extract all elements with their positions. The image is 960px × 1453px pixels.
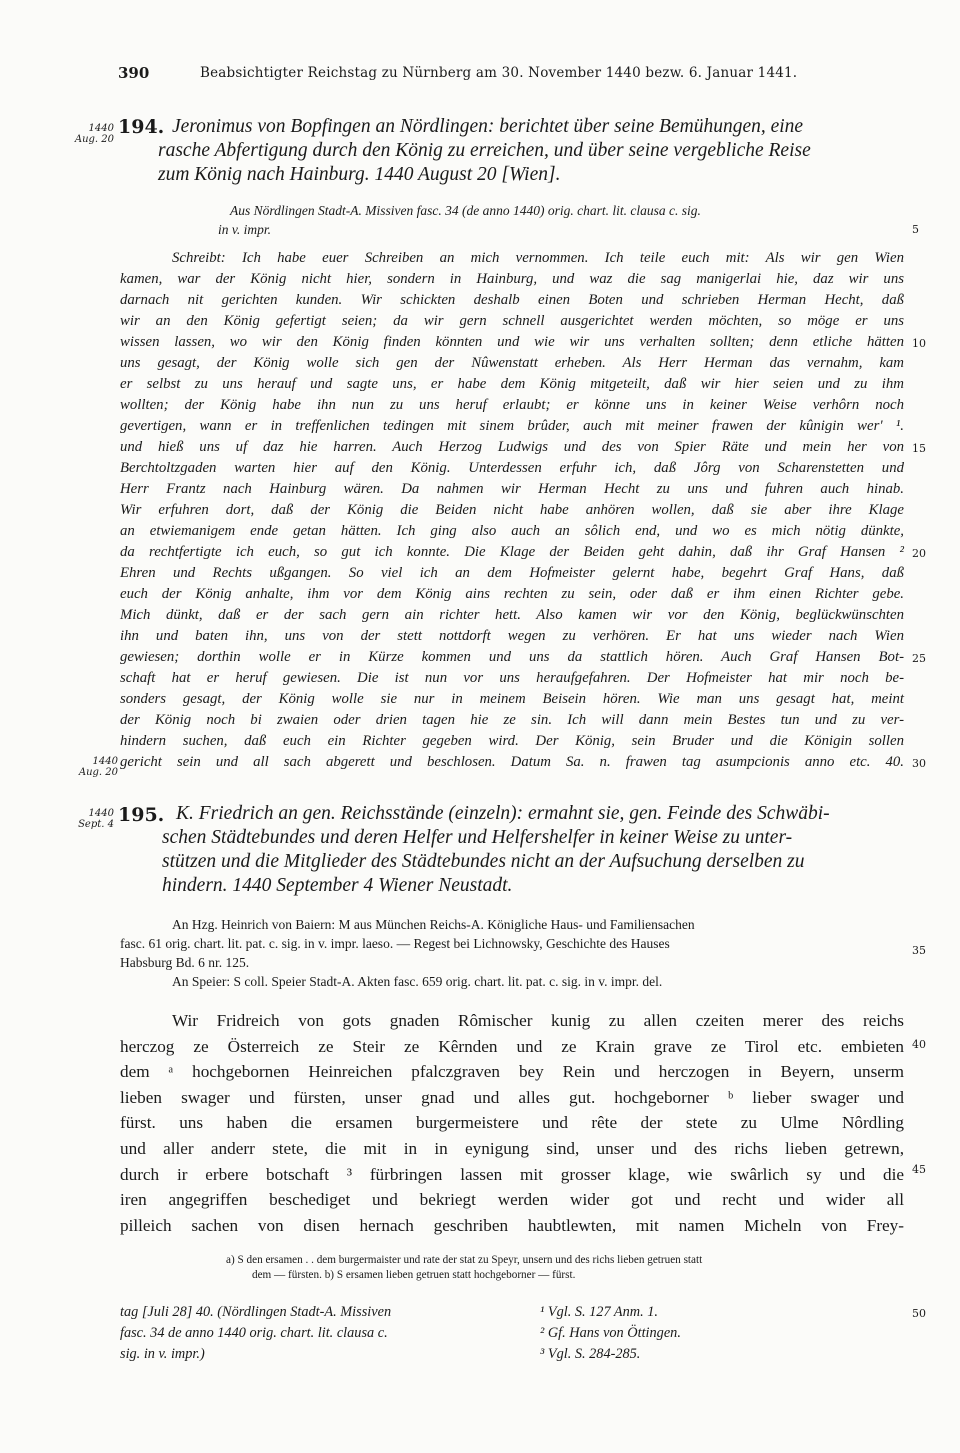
line-number: 20 (912, 547, 926, 560)
entry-195-margin-date: 1440 Sept. 4 (78, 808, 114, 830)
line-number: 5 (912, 223, 919, 236)
entry-195-number: 195. (118, 804, 165, 826)
entry-194-margin-date: 1440 Aug. 20 (74, 123, 114, 145)
entry-194-end-margin-date: 1440 Aug. 20 (78, 756, 118, 778)
line-number: 45 (912, 1163, 926, 1176)
line-number: 50 (912, 1307, 926, 1320)
line-number: 40 (912, 1038, 926, 1051)
page-number: 390 (118, 64, 150, 82)
numbered-footnotes: ¹ Vgl. S. 127 Anm. 1. ² Gf. Hans von Öttingen. ³ Vgl. S. 284-285. (540, 1304, 681, 1362)
entry-194-title: Jeronimus von Bopfingen an Nördlingen: berichtet über seine Bemühungen, eine rasche Abfertigung durch den König zu erreichen, und über seine vergebliche Reise zum König nach Hainburg. 1440 August 20 [Wien]. (158, 116, 811, 185)
running-title: Beabsichtigter Reichstag zu Nürnberg am 30. November 1440 bezw. 6. Januar 1441. (200, 65, 798, 81)
letter-footnotes: a) S den ersamen . . dem burgermaister und rate der stat zu Speyr, unsern und des richs lieben getruen statt dem — fürsten. b) S ersamen lieben getruen statt hochgeborner — fürst. (226, 1254, 703, 1281)
line-number: 30 (912, 757, 926, 770)
line-number: 10 (912, 337, 926, 350)
entry-194-body: Schreibt: Ich habe euer Schreiben an mich vernommen. Ich teile euch mit: Als wir gen Wien kamen, war der König nicht hier, sondern in Hainburg, und waz die sag manigerlai hie, daz wir uns darnach nit gerichten kunden. Wir schickten deshalb einen Boten und schrieben Herman Hecht, daß wir an den König gefertigt seien; da wir gern schnell ausgerichtet werden möchten, so möge er uns wissen lassen, wo wir den König finden könnten und wie wir uns verhalten sollten; denn etliche hätten uns gesagt, der König wolle sich gen der Nûwenstatt erheben. Als Herr Herman das vernahm, kam er selbst zu uns herauf und sagte uns, er habe dem König mitgeteilt, daß wir hier seien und zu ihm wollten; der König habe ihn nun zu uns heruf erlaubt; er könne uns in keiner Weise verhôrn noch gevertigen, wann er in treffenlichen tedingen mit sinem brûder, auch mit meiner frawen der kûnigin wer' ¹. und hieß uns uf daz hie harren. Auch Herzog Ludwigs und des von Spier Räte und mein her von Berchtoltzgaden warten hier auf den König. Unterdessen erfuhr ich, daß Jôrg von Scharenstetten und Herr Frantz nach Hainburg wären. Da nahmen wir Herman Hecht zu uns und fuhren auch hinab. Wir erfuhren dort, daß der König die Beiden nicht habe anhören wollen, daß sie aber ihre Klage an etwiemanigem ende getan hätten. Ich ging also auch an sôlich end, und wo es mich nötig dünkte, da rechtfertigte ich euch, so gut ich konnte. Die Klage der Beiden geht dahin, daß ihr Graf Hansen ² Ehren und Rechts ußgangen. So viel ich an dem Hofmeister gelernt habe, begehrt Graf Hans, daß euch der König anhalte, ihm vor dem König ains rechten zu sein, oder daß er ihm einen Richter gebe. Mich dünkt, daß er der sach gern ain richter hett. Also kamen wir vor den König, beglückwünschten ihn und baten ihn, uns von der stett nottdorft wegen zu verhören. Er hat uns wieder nach Wien gewiesen; dorthin wolle er in Kürze kommen und uns da stattlich hören. Auch Graf Hansen Bot- schaft hat er heruf gewiesen. Die ist nun vor uns heraufgefahren. Der Hofmeister hat mir noch be- sonders gesagt, der König wolle sie nur in meinem Beisein hören. Wie man uns gesagt hat, meint der König noch bi zwaien oder drien tagen hie ze sin. Ich will dann mein Bestes tun und zu ver- hindern suchen, daß euch ein Richter gegeben wird. Der König, sein Bruder und die Königin sollen gericht sein und all sach abgerett und beschlosen. Datum Sa. n. frawen tag asumpcionis anno etc. 40. (120, 250, 904, 770)
entry-195-letter: Wir Fridreich von gots gnaden Rômischer kunig zu allen czeiten merer des reichs herczog ze Österreich ze Steir ze Kêrnden und ze Krain grave ze Tirol etc. embieten dem ᵃ hochgebornen Heinreichen pfalczgraven bey Rein und herczogen in Beyern, unserm lieben swager und fürsten, unser gnad und alles gut. hochgeborner ᵇ lieber swager und fürst. uns haben die ersamen burgermeistere und rête der stete zu Ulme Nôrdling und aller anderr stete, die mit in in eynigung sind, unser und des richs lieben getrewn, durch ir erbere botschaft ³ fürbringen lassen mit grosser klage, wie swârlich sy und die iren angegriffen beschediget und bekriegt werden wider got und recht und wider all pilleich sachen von disen hernach geschriben haubtlewten, mit namen Micheln von Frey- (120, 1011, 904, 1235)
line-number: 15 (912, 442, 926, 455)
entry-195-source: An Hzg. Heinrich von Baiern: M aus München Reichs-A. Königliche Haus- und Familiensachen fasc. 61 orig. chart. lit. pat. c. sig. in v. impr. laeso. — Regest bei Lichnowsky, Geschichte des Hauses Habsburg Bd. 6 nr. 125. An Speier: S coll. Speier Stadt-A. Akten fasc. 659 orig. chart. lit. pat. c. sig. in v. impr. del. (120, 917, 695, 989)
entry-195-title: K. Friedrich an gen. Reichsstände (einzeln): ermahnt sie, gen. Feinde des Schwäbi- schen Städtebundes und deren Helfer und Helfershelfer in keiner Weise zu unter- stützen und die Mitglieder des Städtebundes nicht an der Aufsuchung derselben zu hindern. 1440 September 4 Wiener Neustadt. (162, 803, 830, 896)
continued-footnote: tag [Juli 28] 40. (Nördlingen Stadt-A. Missiven fasc. 34 de anno 1440 orig. chart. lit. clausa c. sig. in v. impr.) (120, 1304, 392, 1362)
line-number: 35 (912, 944, 926, 957)
entry-194-source: Aus Nördlingen Stadt-A. Missiven fasc. 34 (de anno 1440) orig. chart. lit. clausa c. sig. in v. impr. (218, 203, 701, 237)
entry-194-number: 194. (118, 116, 165, 138)
line-number: 25 (912, 652, 926, 665)
